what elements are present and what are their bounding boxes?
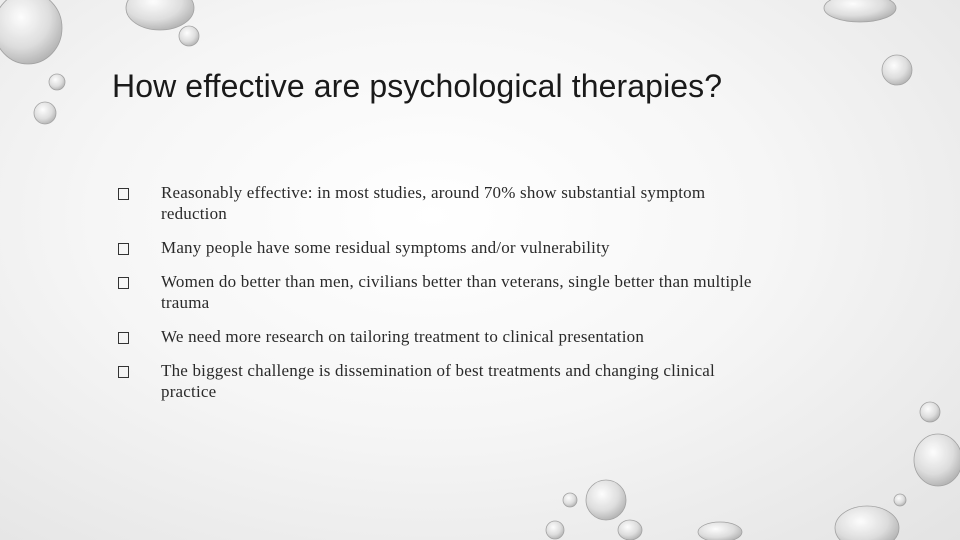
slide-title: How effective are psychological therapies? bbox=[112, 68, 723, 104]
bullet-text: We need more research on tailoring treatment to clinical presentation bbox=[161, 327, 645, 346]
list-item bbox=[118, 360, 758, 402]
list-item bbox=[118, 326, 758, 347]
list-item bbox=[118, 182, 758, 224]
checkbox-icon bbox=[118, 332, 129, 344]
bullet-text: Reasonably effective: in most studies, around 70% show substantial symptom reduction bbox=[161, 183, 706, 223]
bullet-list bbox=[118, 182, 758, 415]
checkbox-icon bbox=[118, 277, 129, 289]
checkbox-icon bbox=[118, 243, 129, 255]
bullet-text: Many people have some residual symptoms and/or vulnerability bbox=[161, 238, 610, 257]
checkbox-icon bbox=[118, 188, 129, 200]
bullet-text: Women do better than men, civilians better than veterans, single better than multiple trauma bbox=[161, 272, 752, 312]
list-item bbox=[118, 271, 758, 313]
list-item bbox=[118, 237, 758, 258]
checkbox-icon bbox=[118, 366, 129, 378]
bullet-text: The biggest challenge is dissemination of best treatments and changing clinical practice bbox=[161, 361, 715, 401]
